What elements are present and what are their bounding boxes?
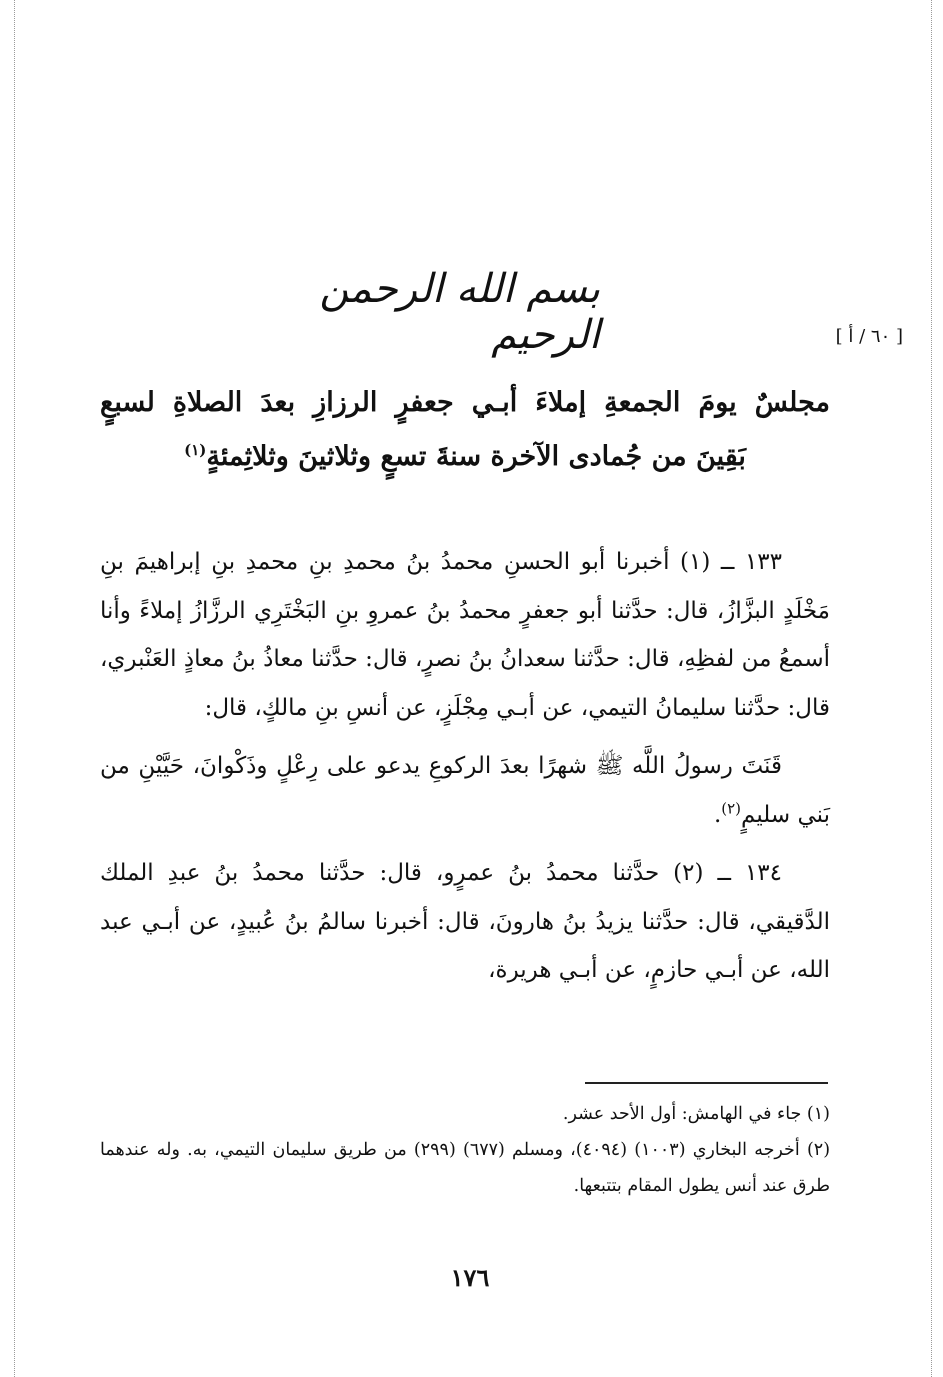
scan-margin-line-left: [14, 0, 15, 1377]
scan-margin-line-right: [931, 0, 932, 1377]
hadith-133-isnad: ١٣٣ ــ (١) أخبرنا أبو الحسنِ محمدُ بنُ محمدِ بنِ محمدِ بنِ إبراهيمَ بنِ مَخْلَدٍ البزَّازُ، قال: حدَّثنا أبو جعفرٍ محمدُ بنُ عمروِ بنِ البَخْتَرِي الرزَّازُ إملاءً وأنا أسمعُ من لفظِهِ، قال: حدَّثنا سعدانُ بنُ نصرٍ، قال: حدَّثنا معاذُ بنُ معاذٍ العَنْبري، قال: حدَّثنا سليمانُ التيمي، عن أبـي مِجْلَزٍ، عن أنسِ بنِ مالكٍ، قال:: [100, 549, 830, 721]
hadith-133-matn-text: قَنَتَ رسولُ اللَّه ﷺ شهرًا بعدَ الركوعِ يدعو على رِعْلٍ وذَكْوانَ، حَيَّيْنِ من بَني سليمٍ: [100, 753, 830, 828]
footnote-separator: [585, 1082, 828, 1084]
hadith-133-end: .: [713, 801, 722, 828]
hadith-133-matn: [100, 742, 830, 839]
basmala-text: بسم الله الرحمن الرحيم: [319, 266, 600, 358]
footnotes: [100, 1096, 830, 1204]
footnote-mark-1: (١): [184, 441, 207, 459]
main-text: [100, 538, 830, 995]
footnote-mark-2: (٢): [721, 798, 742, 817]
session-heading: [100, 376, 830, 484]
manuscript-folio-reference: [ ٦٠ / أ ]: [835, 326, 903, 347]
hadith-134-isnad: ١٣٤ ــ (٢) حدَّثنا محمدُ بنُ عمرٍو، قال: حدَّثنا محمدُ بنُ عبدِ الملك الدَّقيقي، قال: حدَّثنا يزيدُ بنُ هارونَ، قال: أخبرنا سالمُ بنُ عُبيدٍ، عن أبـي عبد الله، عن أبـي حازمٍ، عن أبـي هريرة،: [100, 860, 830, 983]
footnote-2: (٢) أخرجه البخاري (١٠٠٣) (٤٠٩٤)، ومسلم (٦٧٧) (٢٩٩) من طريق سليمان التيمي، به. وله عندهما طرق عند أنس يطول المقام بتتبعها.: [100, 1140, 831, 1196]
session-heading-line-1: مجلسٌ يومَ الجمعةِ إملاءَ أبـي جعفرٍ الرزازِ بعدَ الصلاةِ لسبعٍ: [100, 387, 830, 418]
page-number: ١٧٦: [450, 1263, 490, 1292]
session-heading-line-2: [100, 430, 830, 484]
session-heading-line-2-text: بَقِينَ من جُمادى الآخرة سنةَ تسعٍ وثلاثينَ وثلاثِمئةٍ: [206, 441, 746, 472]
footnote-1: (١) جاء في الهامش: أول الأحد عشر.: [562, 1104, 830, 1124]
basmala-calligraphy: [300, 266, 600, 358]
